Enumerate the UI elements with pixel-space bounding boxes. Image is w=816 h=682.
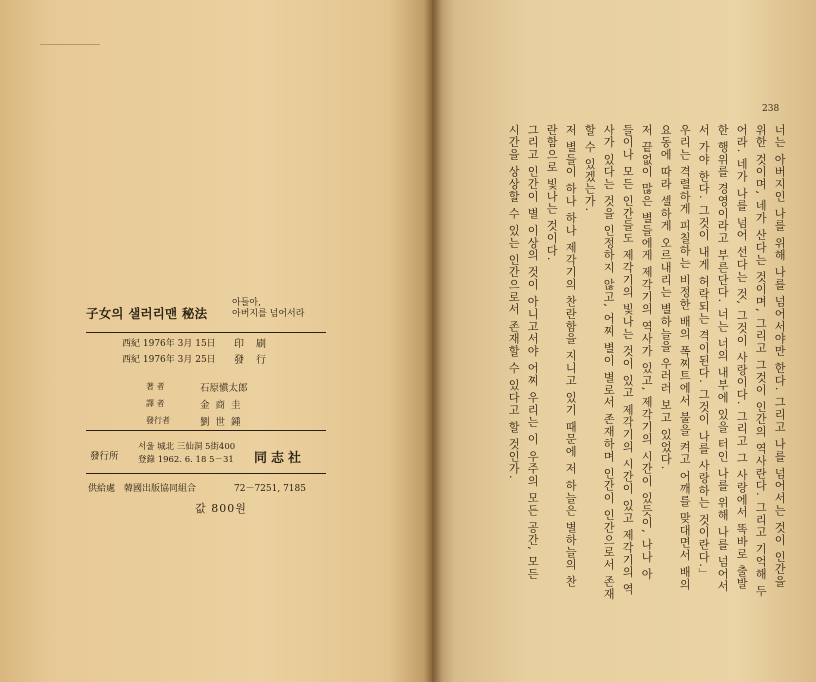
credit-role: 譯 者 xyxy=(146,399,165,408)
credit-name: 劉世鍾 xyxy=(200,417,247,428)
divider xyxy=(86,430,326,431)
text-column: 들이나 모든 인간들도 제각기의 빛나는 것이 있고 제각기의 시간이 있고 제각기의 역 xyxy=(621,124,635,596)
text-column: 저 끝없이 많은 별들에게 제각기의 역사가 있고, 제각기의 시간이 있듯이, 나나 아 xyxy=(640,124,654,581)
publisher-address-block xyxy=(138,441,235,467)
publishing-kind: 發行 xyxy=(234,355,278,366)
publisher-registration: 登錄 1962. 6. 18 5－31 xyxy=(138,455,234,465)
credit-role: 著 者 xyxy=(146,382,165,391)
subtitle-line: 아버지를 넘어서라 xyxy=(232,309,305,319)
text-column: 우리는 격렬하게 피칠하는 비정한 배의 폭찌트에서 불을 켜고 어깨를 맞대면서 배의 xyxy=(678,124,692,591)
credit-author xyxy=(86,379,326,396)
price: 값 800원 xyxy=(195,502,247,515)
credit-translator xyxy=(86,396,326,413)
printing-kind: 印刷 xyxy=(234,339,278,350)
divider xyxy=(86,473,326,474)
book-gutter xyxy=(424,0,442,682)
text-column: 한 행위를 경영이라고 부른단다. 너는 너의 내부에 있을 터인 나를 위해 나를 넘어서 xyxy=(716,124,730,593)
credit-role: 發行者 xyxy=(146,416,170,425)
text-column: 그리고 인간이 별 이상의 것이 아니고서야 어찌 우리는 이 우주의 모든 공간, 모든 xyxy=(526,124,540,581)
colophon-title-row xyxy=(86,296,326,332)
supply-org: 韓國出版協同組合 xyxy=(124,484,197,494)
publisher-label: 發行所 xyxy=(90,451,119,462)
text-column: 시간을 상상할 수 있는 인간으로서 존재할 수 있다고 할 것인가. xyxy=(507,124,521,480)
text-column: 란함으로 빛나는 것이다. xyxy=(545,124,559,262)
publisher-block xyxy=(86,437,326,473)
supply-phone: 72－7251, 7185 xyxy=(234,484,306,494)
text-column: 서 가야 한다. 그것이 내게 허락되는 격이된다. 그것이 나를 사랑하는 것이란다.」 xyxy=(697,124,711,581)
text-column: 어라. 네가 나를 넘어 선다는 것, 그것이 사랑이다. 그리고 그 사랑에서 똑바로 출발 xyxy=(735,124,749,590)
book-title: 子女의 샐러리맨 秘法 xyxy=(86,306,208,321)
text-column: 사가 있다는 것을 인정하지 않고, 어찌 별이 별로서 존재하며 인간이 인간으로서 존재 xyxy=(602,124,616,601)
supply-label: 供給處 xyxy=(88,484,116,494)
credits xyxy=(86,379,326,430)
page-number: 238 xyxy=(762,104,780,114)
publisher-address: 서울 城北 三仙洞 5街400 xyxy=(138,442,236,452)
publishing-row xyxy=(86,349,326,365)
credit-publisher xyxy=(86,413,326,430)
printing-row xyxy=(86,333,326,349)
subtitle-line: 아들아, xyxy=(232,298,261,308)
credit-name: 石原愼太郎 xyxy=(200,383,248,394)
text-column: 할 수 있겠는가. xyxy=(583,124,597,213)
publisher-name: 同志社 xyxy=(254,451,306,466)
text-column: 저 별들이 하나 하나 제각기의 찬란함을 지니고 있기 때문에 저 하늘은 별하늘의 찬 xyxy=(564,124,578,589)
book-subtitle xyxy=(232,298,304,320)
text-column: 요동에 따라 셀하게 오르내리는 별하늘을 우러러 보고 있었다. xyxy=(659,124,673,471)
supply-row xyxy=(86,478,326,496)
credit-name: 金商圭 xyxy=(200,400,247,411)
colophon xyxy=(86,296,326,516)
pencil-mark xyxy=(40,44,100,45)
printing-date: 西紀 1976年 3月 15日 xyxy=(122,339,216,349)
publishing-date: 西紀 1976年 3月 25日 xyxy=(122,355,216,365)
text-column: 위한 것이며, 네가 산다는 것이며, 그리고 그것이 인간의 역사란다. 그리고 기억해 두 xyxy=(754,124,768,598)
text-column: 너는 아버지인 나를 위해 나를 넘어서야만 한다. 그리고 나를 넘어서는 것이 인간을 xyxy=(773,124,787,589)
